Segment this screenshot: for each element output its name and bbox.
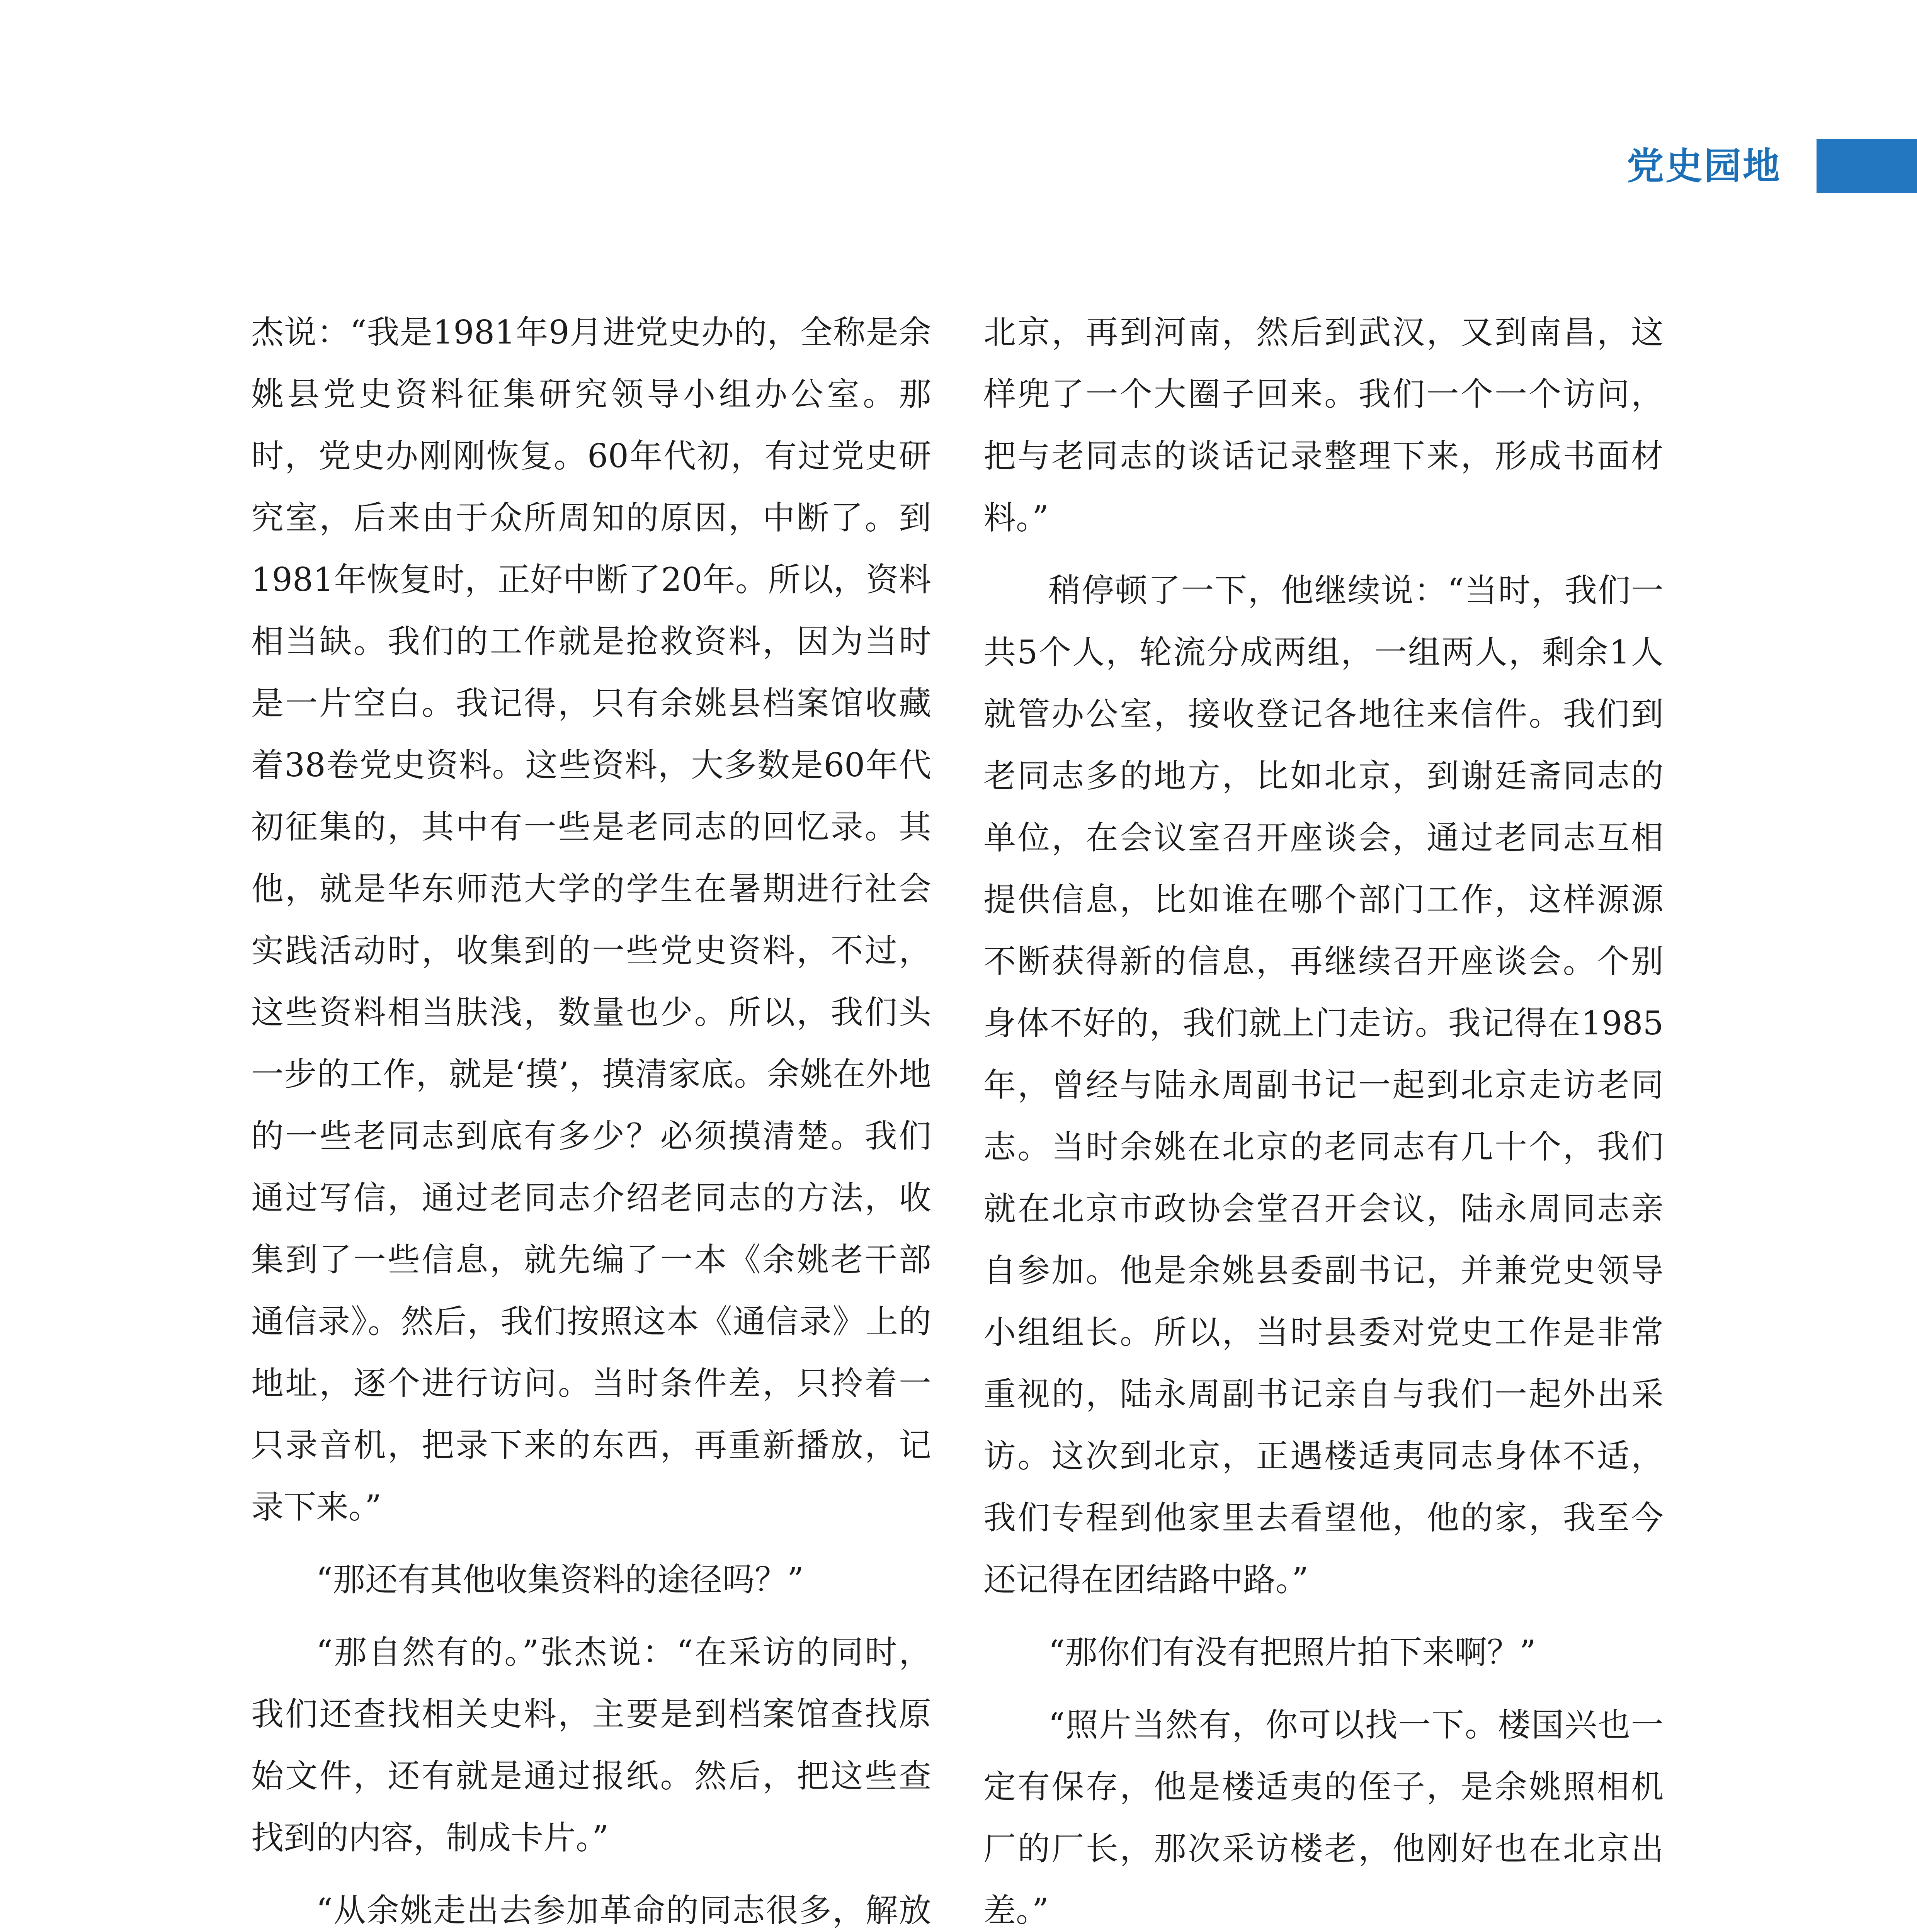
article-column-right — [983, 301, 1664, 1932]
paragraph: “那自然有的。”张杰说：“在采访的同时，我们还查找相关史料，主要是到档案馆查找原始文件，还有就是通过报纸。然后，把这些查找到的内容，制成卡片。” — [251, 1633, 931, 1857]
paragraph: “那你们有没有把照片拍下来啊？” — [1048, 1633, 1536, 1671]
paragraph: 杰说：“我是1981年9月进党史办的，全称是余姚县党史资料征集研究领导小组办公室。那时，党史办刚刚恢复。60年代初，有过党史研究室，后来由于众所周知的原因，中断了。到1981年恢复时，正好中断了20年。所以，资料相当缺。我们的工作就是抢救资料，因为当时是一片空白。我记得，只有余姚县档案馆收藏着38卷党史资料。这些资料，大多数是60年代初征集的，其中有一些是老同志的回忆录。其他，就是华东师范大学的学生在暑期进行社会实践活动时，收集到的一些党史资料，不过，这些资料相当肤浅，数量也少。所以，我们头一步的工作，就是‘摸’，摸清家底。余姚在外地的一些老同志到底有多少？必须摸清楚。我们通过写信，通过老同志介绍老同志的方法，收集到了一些信息，就先编了一本《余姚老干部通信录》。然后，我们按照这本《通信录》上的地址，逐个进行访问。当时条件差，只拎着一只录音机，把录下来的东西，再重新播放，记录下来。” — [251, 313, 931, 1526]
paragraph: 稍停顿了一下，他继续说：“当时，我们一共5个人，轮流分成两组，一组两人，剩余1人就管办公室，接收登记各地往来信件。我们到老同志多的地方，比如北京，到谢廷斋同志的单位，在会议室召开座谈会，通过老同志互相提供信息，比如谁在哪个部门工作，这样源源不断获得新的信息，再继续召开座谈会。个别身体不好的，我们就上门走访。我记得在1985年，曾经与陆永周副书记一起到北京走访老同志。当时余姚在北京的老同志有几十个，我们就在北京市政协会堂召开会议，陆永周同志亲自参加。他是余姚县委副书记，并兼党史领导小组组长。所以，当时县委对党史工作是非常重视的，陆永周副书记亲自与我们一起外出采访。这次到北京，正遇楼适夷同志身体不适，我们专程到他家里去看望他，他的家，我至今还记得在团结路中路。” — [983, 571, 1664, 1599]
section-title: 党史园地 — [1627, 145, 1781, 188]
section-color-bar — [1817, 139, 1917, 193]
paragraph: “那还有其他收集资料的途径吗？” — [316, 1561, 804, 1599]
paragraph: 北京，再到河南，然后到武汉，又到南昌，这样兜了一个大圈子回来。我们一个一个访问，把与老同志的谈话记录整理下来，形成书面材料。” — [983, 313, 1664, 537]
article-column-left — [251, 301, 931, 1932]
paragraph: “照片当然有，你可以找一下。楼国兴也一定有保存，他是楼适夷的侄子，是余姚照相机厂的厂长，那次采访楼老，他刚好也在北京出差。” — [983, 1706, 1664, 1929]
section-header — [1584, 139, 1917, 193]
paragraph: “从余姚走出去参加革命的同志很多，解放 — [316, 1891, 931, 1929]
